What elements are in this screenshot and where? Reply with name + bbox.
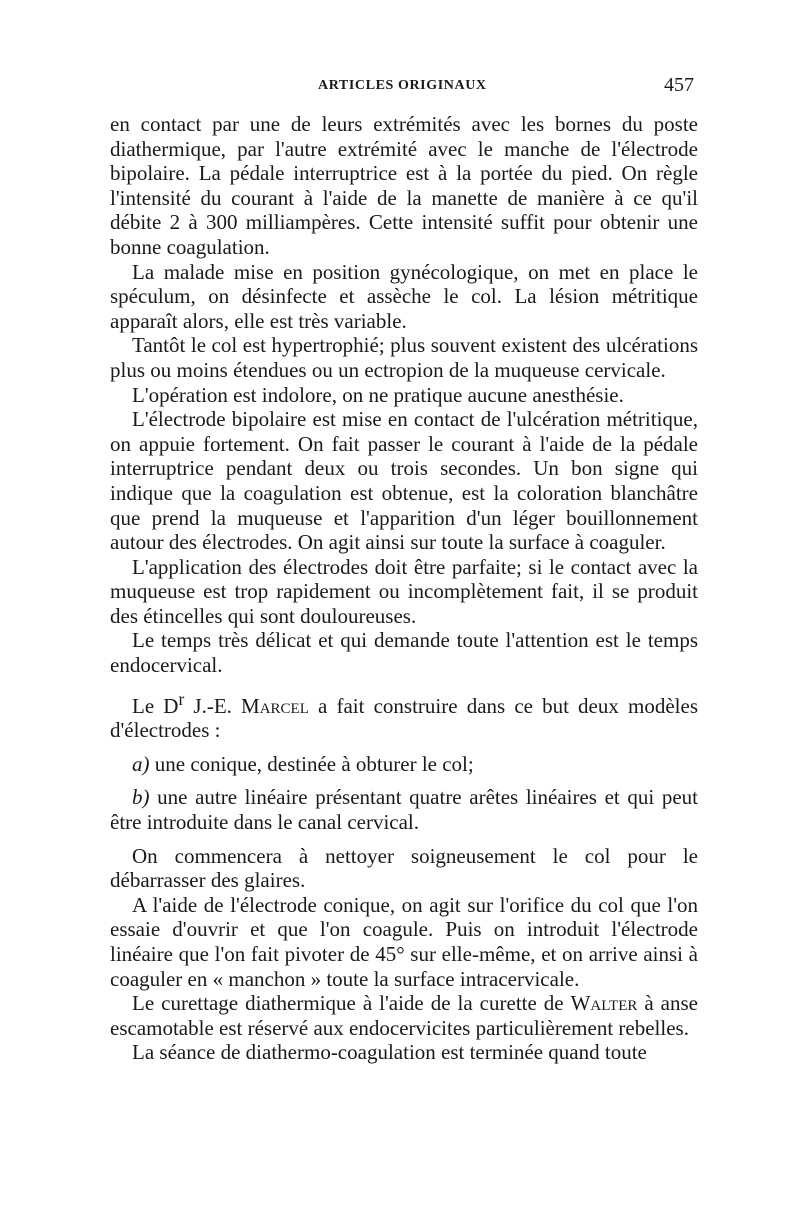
paragraph-tantot: Tantôt le col est hypertrophié; plus souvent existent des ulcérations plus ou moins étendues ou un ectropion de la muqueuse cervicale.	[110, 333, 698, 382]
author-name-marcel: Marcel	[241, 693, 309, 718]
page-number: 457	[664, 74, 694, 96]
author-name-walter: Walter	[570, 991, 638, 1016]
paragraph-temps-endocervical: Le temps très délicat et qui demande toute l'attention est le temps endocervical.	[110, 628, 698, 678]
paragraph-marcel-middle: J.-E.	[184, 693, 242, 718]
paragraph-electrode-bipolaire: L'électrode bipolaire est mise en contact de l'ulcération métritique, on appuie fortement. On fait passer le courant à l'aide de la pédale interruptrice pendant deux ou trois secondes. Un bon signe qui indique que la coagulation est obtenue, est la coloration blanchâtre que prend la muqueuse et l'apparition d'un léger bouillonnement autour des électrodes. On agit ainsi sur toute la surface à coaguler.	[110, 407, 698, 555]
paragraph-nettoyer: On commencera à nettoyer soigneusement le col pour le débarrasser des glaires.	[110, 843, 698, 893]
paragraph-continuation: en contact par une de leurs extrémités avec les bornes du poste diathermique, par l'autre extrémité avec le manche de l'électrode bipolaire. La pédale interruptrice est à la portée du pied. On règle l'intensité du courant à l'aide de la manette de manière à ce qu'il débite 2 à 300 milliampères. Cette intensité suffit pour obtenir une bonne coagulation.	[110, 112, 698, 259]
running-head	[110, 74, 700, 98]
list-item-b	[110, 785, 698, 834]
paragraph-curettage-after: à anse escamotable est réservé aux endocervicites particulièrement rebelles.	[110, 991, 698, 1040]
paragraph-curettage	[110, 991, 698, 1040]
paragraph-seance: La séance de diathermo-coagulation est terminée quand toute	[132, 1040, 647, 1065]
paragraph-electrode-conique: A l'aide de l'électrode conique, on agit sur l'orifice du col que l'on essaie d'ouvrir et que l'on coagule. Puis on introduit l'électrode linéaire que l'on fait pivoter de 45° sur elle-même, et on arrive ainsi à coaguler en « manchon » toute la surface intracervicale.	[110, 892, 698, 991]
list-item-a-label: a)	[132, 751, 150, 776]
paragraph-curettage-before: Le curettage diathermique à l'aide de la curette de	[132, 991, 571, 1016]
paragraph-application: L'application des électrodes doit être parfaite; si le contact avec la muqueuse est trop rapidement ou incomplètement fait, il se produit des étincelles qui sont douloureuses.	[110, 554, 698, 628]
list-item-a	[110, 752, 698, 777]
list-item-a-text: une conique, destinée à obturer le col;	[149, 751, 474, 776]
paragraph-operation: L'opération est indolore, on ne pratique aucune anesthésie.	[132, 382, 624, 407]
paragraph-marcel-after: a fait construire dans ce but deux modèles d'électrodes :	[110, 693, 698, 743]
body-text	[110, 112, 698, 1065]
paragraph-marcel-before: Le D	[132, 693, 179, 718]
list-item-b-label: b)	[132, 785, 150, 810]
paragraph-marcel-sup: r	[178, 688, 185, 709]
list-item-b-text: une autre linéaire présentant quatre arêtes linéaires et qui peut être introduite dans le canal cervical.	[110, 785, 698, 835]
paragraph-marcel	[110, 687, 698, 743]
running-title: ARTICLES ORIGINAUX	[318, 78, 487, 93]
paragraph-malade: La malade mise en position gynécologique, on met en place le spéculum, on désinfecte et assèche le col. La lésion métritique apparaît alors, elle est très variable.	[110, 259, 698, 333]
